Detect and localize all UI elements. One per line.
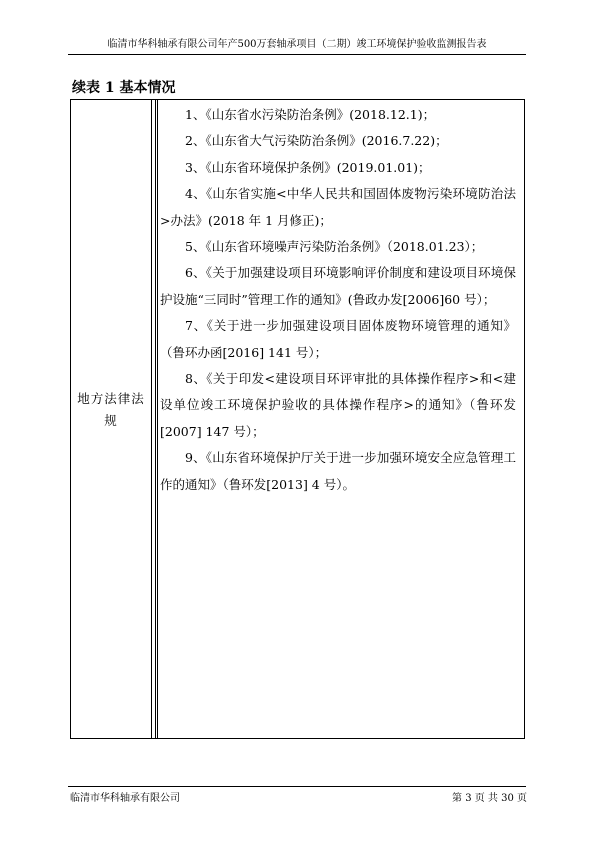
page-header: 临清市华科轴承有限公司年产500万套轴承项目（二期）竣工环境保护验收监测报告表 (107, 39, 487, 50)
regulation-item-6: 6、《关于加强建设项目环境影响评价制度和建设项目环境保护设施“三同时”管理工作的通知》(鲁政办发[2006]60 号）； (160, 265, 516, 307)
regulation-item-5: 5、《山东省环境噪声污染防治条例》（2018.01.23）； (185, 239, 484, 255)
footer-company: 临清市华科轴承有限公司 (70, 793, 180, 804)
header-rule (68, 54, 526, 55)
section-title: 续表 1 基本情况 (72, 80, 176, 96)
regulation-item-9: 9、《山东省环境保护厅关于进一步加强环境安全应急管理工作的通知》（鲁环发[2013] 4 号）。 (160, 450, 516, 492)
regulation-item-3: 3、《山东省环境保护条例》(2019.01.01)； (185, 159, 431, 175)
regulation-item-4: 4、《山东省实施<中华人民共和国固体废物污染环境防治法>办法》(2018 年 1 月修正)； (160, 186, 516, 228)
regulation-list (158, 100, 524, 498)
regulation-item-8: 8、《关于印发<建设项目环评审批的具体操作程序>和<建设单位竣工环境保护验收的具体操作程序>的通知》（鲁环发[2007] 147 号）； (160, 371, 516, 439)
footer-rule (68, 786, 526, 787)
footer-page-info: 第 3 页 共 30 页 (452, 793, 527, 804)
regulation-item-2: 2、《山东省大气污染防治条例》(2016.7.22)； (185, 133, 448, 149)
left-label: 地方法律法规 (77, 391, 145, 428)
regulation-item-1: 1、《山东省水污染防治条例》(2018.12.1)； (185, 107, 436, 122)
basic-info-table (70, 99, 525, 739)
left-label-cell (71, 100, 152, 738)
regulation-item-7: 7、《关于进一步加强建设项目固体废物环境管理的通知》（鲁环办函[2016] 141 号）； (160, 318, 516, 360)
